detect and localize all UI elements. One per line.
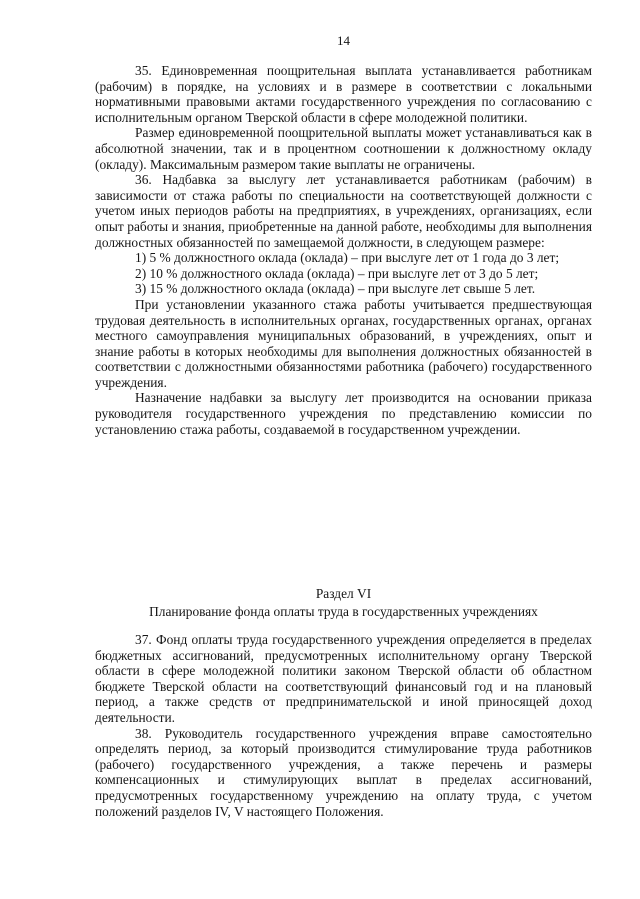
body-text-upper [95,63,592,437]
paragraph-36-experience: При установлении указанного стажа работы учитывается предшествующая трудовая деятельность в исполнительных органах, государственных органах, органах местного самоуправления муниципальных образований, в учреждениях, опыт и знание работы в которых необходимы для выполнения должностных обязанностей в соответствии с должностными обязанностями работника (рабочего) государственного учреждения. [95,296,592,390]
paragraph-35: 35. Единовременная поощрительная выплата устанавливается работникам (рабочим) в порядке, на условиях и в размере в соответствии с локальными нормативными правовыми актами государственного учреждения по согласованию с исполнительным органом Тверской области в сфере молодежной политики. [95,63,592,125]
section-heading [95,585,592,621]
list-item-3: 3) 15 % должностного оклада (оклада) – при выслуге лет свыше 5 лет. [135,281,536,297]
list-item-2: 2) 10 % должностного оклада (оклада) – при выслуге лет от 3 до 5 лет; [135,265,539,281]
paragraph-37: 37. Фонд оплаты труда государственного учреждения определяется в пределах бюджетных ассигнований, предусмотренных исполнительному органу Тверской области в сфере молодежной политики законом Тверской области об областном бюджете Тверской области на соответствующий финансовый год и на плановый период, а также средств от предпринимательской и иной приносящей доход деятельности. [95,632,592,725]
paragraph-35-size: Размер единовременной поощрительной выплаты может устанавливаться как в абсолютной значении, так и в процентном соотношении к должностному окладу (окладу). Максимальным размером такие выплаты не ограничены. [95,125,592,172]
list-item-1: 1) 5 % должностного оклада (оклада) – при выслуге лет от 1 года до 3 лет; [135,250,560,266]
paragraph-36-appointment: Назначение надбавки за выслугу лет производится на основании приказа руководителя государственного учреждения по представлению комиссии по установлению стажа работы, создаваемой в государственном учреждении. [95,390,592,437]
paragraph-36: 36. Надбавка за выслугу лет устанавливается работникам (рабочим) в зависимости от стажа работы по специальности на соответствующей должности с учетом иных периодов работы на предприятиях, в учреждениях, организациях, если опыт работы и знания, приобретенные на данной работе, необходимы для выполнения должностных обязанностей по замещаемой должности, в следующем размере: [95,172,592,250]
section-number: Раздел VI [315,586,372,601]
body-text-lower [95,632,592,819]
page-number: 14 [337,33,350,48]
paragraph-38: 38. Руководитель государственного учреждения вправе самостоятельно определять период, за который производится стимулирование труда работников (рабочего) государственного учреждения, а также перечень и размеры компенсационных и стимулирующих выплат в пределах ассигнований, предусмотренных государственному учреждению на оплату труда, с учетом положений разделов IV, V настоящего Положения. [95,725,592,819]
section-title: Планирование фонда оплаты труда в государственных учреждениях [149,604,538,619]
